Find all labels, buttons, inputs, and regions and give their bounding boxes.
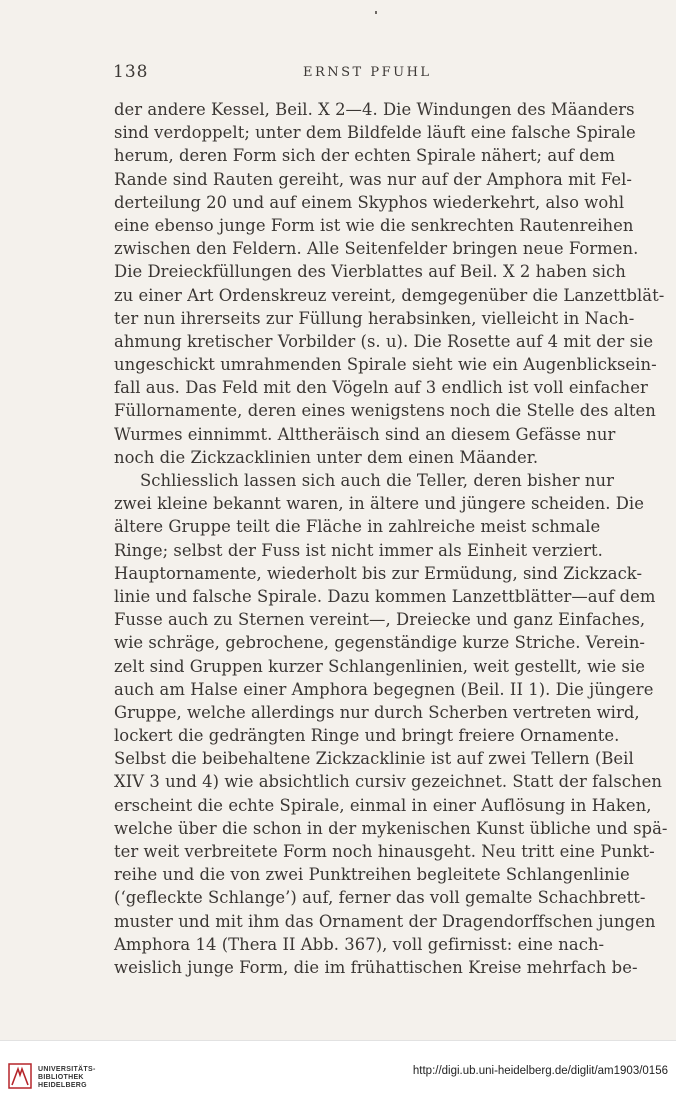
text-line: ahmung kretischer Vorbilder (s. u). Die Rosette auf 4 mit der sie xyxy=(114,331,654,351)
text-line: zu einer Art Ordenskreuz vereint, demgegenüber die Lanzettblät- xyxy=(114,285,665,305)
text-line: lockert die gedrängten Ringe und bringt freiere Ornamente. xyxy=(114,726,620,746)
text-line: Hauptornamente, wiederholt bis zur Ermüdung, sind Zickzack- xyxy=(114,563,643,583)
text-line: sind verdoppelt; unter dem Bildfelde läuft eine falsche Spirale xyxy=(114,123,636,143)
text-line: Selbst die beibehaltene Zickzacklinie ist auf zwei Tellern (Beil xyxy=(114,749,634,769)
text-line: linie und falsche Spirale. Dazu kommen Lanzettblätter—auf dem xyxy=(114,586,656,606)
text-line: Ringe; selbst der Fuss ist nicht immer als Einheit verziert. xyxy=(114,540,603,560)
library-name-line: HEIDELBERG xyxy=(38,1082,87,1089)
text-line: herum, deren Form sich der echten Spirale nähert; auf dem xyxy=(114,146,616,166)
text-line: eine ebenso junge Form ist wie die senkrechten Rautenreihen xyxy=(114,215,634,235)
text-line: zwei kleine bekannt waren, in ältere und jüngere scheiden. Die xyxy=(114,494,644,514)
text-line: auch am Halse einer Amphora begegnen (Beil. II 1). Die jüngere xyxy=(114,679,654,699)
text-line: Amphora 14 (Thera II Abb. 367), voll gefirnisst: eine nach- xyxy=(114,934,605,954)
body-text xyxy=(114,98,668,979)
text-line: Fusse auch zu Sternen vereint—, Dreiecke und ganz Einfaches, xyxy=(114,610,646,630)
text-line: muster und mit ihm das Ornament der Dragendorffschen jungen xyxy=(114,911,656,931)
text-line: XIV 3 und 4) wie absichtlich cursiv gezeichnet. Statt der falschen xyxy=(114,772,662,792)
library-name xyxy=(38,1066,96,1090)
library-name-line: UNIVERSITÄTS- xyxy=(38,1066,96,1073)
text-line: zelt sind Gruppen kurzer Schlangenlinien, weit gestellt, wie sie xyxy=(114,656,646,676)
text-line: reihe und die von zwei Punktreihen begleitete Schlangenlinie xyxy=(114,865,630,885)
university-library-logo xyxy=(8,1063,32,1089)
library-name-line: BIBLIOTHEK xyxy=(38,1074,84,1081)
running-head: ERNST PFUHL xyxy=(303,65,432,80)
text-line: ter nun ihrerseits zur Füllung herabsinken, vielleicht in Nach- xyxy=(114,308,635,328)
text-line: weislich junge Form, die im frühattischen Kreise mehrfach be- xyxy=(114,957,638,977)
text-line: Die Dreieckfüllungen des Vierblattes auf Beil. X 2 haben sich xyxy=(114,262,626,282)
text-line: Füllornamente, deren eines wenigstens noch die Stelle des alten xyxy=(114,401,656,421)
text-line: Wurmes einnimmt. Alttheräisch sind an diesem Gefässe nur xyxy=(114,424,616,444)
page-header xyxy=(0,62,676,86)
text-line: welche über die schon in der mykenischen Kunst übliche und spä- xyxy=(114,818,668,838)
scan-speck xyxy=(375,11,377,14)
text-line: ungeschickt umrahmenden Spirale sieht wie ein Augenblicksein- xyxy=(114,355,657,375)
text-line: erscheint die echte Spirale, einmal in einer Auflösung in Haken, xyxy=(114,795,652,815)
text-line: Schliesslich lassen sich auch die Teller, deren bisher nur xyxy=(140,471,615,490)
text-line: wie schräge, gebrochene, gegenständige kurze Striche. Verein- xyxy=(114,633,646,653)
text-line: ältere Gruppe teilt die Fläche in zahlreiche meist schmale xyxy=(114,517,601,537)
page-number: 138 xyxy=(113,62,149,82)
viewer-footer xyxy=(0,1040,676,1104)
text-line: Rande sind Rauten gereiht, was nur auf der Amphora mit Fel- xyxy=(114,169,633,189)
text-line: noch die Zickzacklinien unter dem einen Mäander. xyxy=(114,447,539,467)
text-line: fall aus. Das Feld mit den Vögeln auf 3 endlich ist voll einfacher xyxy=(114,378,648,398)
text-line: derteilung 20 und auf einem Skyphos wiederkehrt, also wohl xyxy=(114,192,625,212)
text-line: Gruppe, welche allerdings nur durch Scherben vertreten wird, xyxy=(114,702,640,722)
text-line: (‘gefleckte Schlange’) auf, ferner das voll gemalte Schachbrett- xyxy=(114,888,646,908)
text-line: der andere Kessel, Beil. X 2—4. Die Windungen des Mäanders xyxy=(114,100,635,119)
permalink-url[interactable]: http://digi.ub.uni-heidelberg.de/diglit/am1903/0156 xyxy=(412,1065,668,1077)
text-line: zwischen den Feldern. Alle Seitenfelder bringen neue Formen. xyxy=(114,239,639,259)
text-line: ter weit verbreitete Form noch hinausgeht. Neu tritt eine Punkt- xyxy=(114,842,655,861)
